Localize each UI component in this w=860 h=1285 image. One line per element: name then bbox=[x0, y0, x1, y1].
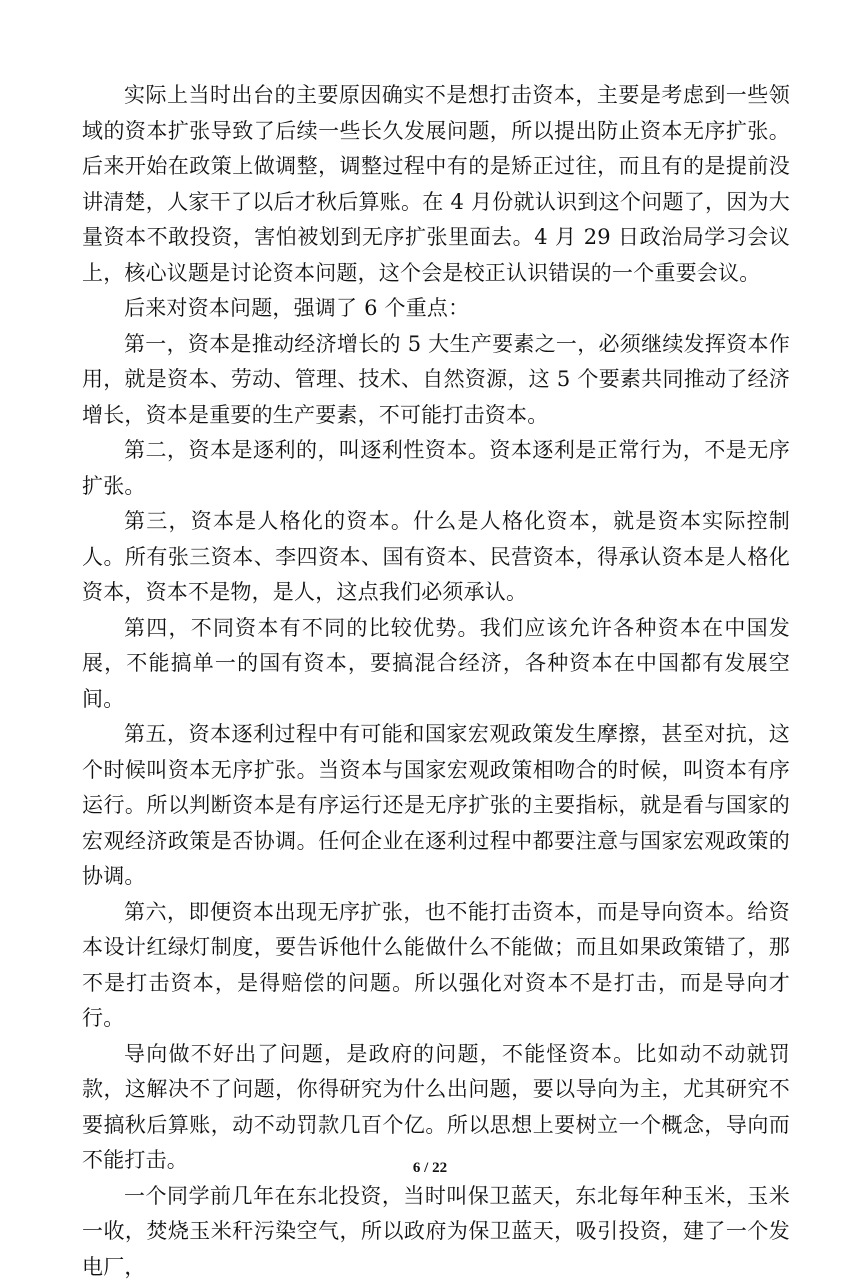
paragraph: 第六，即便资本出现无序扩张，也不能打击资本，而是导向资本。给资本设计红绿灯制度，要告诉他什么能做什么不能做；而且如果政策错了，那不是打击资本，是得赔偿的问题。所以强化对资本不是打击，而是导向才行。 bbox=[82, 895, 790, 1037]
paragraph: 第三，资本是人格化的资本。什么是人格化资本，就是资本实际控制人。所有张三资本、李四资本、国有资本、民营资本，得承认资本是人格化资本，资本不是物，是人，这点我们必须承认。 bbox=[82, 504, 790, 611]
paragraph: 一个同学前几年在东北投资，当时叫保卫蓝天，东北每年种玉米，玉米一收，焚烧玉米秆污染空气，所以政府为保卫蓝天，吸引投资，建了一个发电厂， bbox=[82, 1179, 790, 1285]
paragraph: 导向做不好出了问题，是政府的问题，不能怪资本。比如动不动就罚款，这解决不了问题，你得研究为什么出问题，要以导向为主，尤其研究不要搞秋后算账，动不动罚款几百个亿。所以思想上要树立一个概念，导向而不能打击。 bbox=[82, 1037, 790, 1179]
page-number: 6 / 22 bbox=[0, 1160, 860, 1177]
paragraph: 第四，不同资本有不同的比较优势。我们应该允许各种资本在中国发展，不能搞单一的国有资本，要搞混合经济，各种资本在中国都有发展空间。 bbox=[82, 611, 790, 718]
paragraph: 第一，资本是推动经济增长的 5 大生产要素之一，必须继续发挥资本作用，就是资本、劳动、管理、技术、自然资源，这 5 个要素共同推动了经济增长，资本是重要的生产要素，不可能打击资本。 bbox=[82, 327, 790, 434]
paragraph: 后来对资本问题，强调了 6 个重点： bbox=[82, 291, 790, 327]
body-text bbox=[82, 78, 790, 1285]
paragraph: 第五，资本逐利过程中有可能和国家宏观政策发生摩擦，甚至对抗，这个时候叫资本无序扩张。当资本与国家宏观政策相吻合的时候，叫资本有序运行。所以判断资本是有序运行还是无序扩张的主要指标，就是看与国家的宏观经济政策是否协调。任何企业在逐利过程中都要注意与国家宏观政策的协调。 bbox=[82, 717, 790, 895]
paragraph: 实际上当时出台的主要原因确实不是想打击资本，主要是考虑到一些领域的资本扩张导致了后续一些长久发展问题，所以提出防止资本无序扩张。后来开始在政策上做调整，调整过程中有的是矫正过往，而且有的是提前没讲清楚，人家干了以后才秋后算账。在 4 月份就认识到这个问题了，因为大量资本不敢投资，害怕被划到无序扩张里面去。4 月 29 日政治局学习会议上，核心议题是讨论资本问题，这个会是校正认识错误的一个重要会议。 bbox=[82, 78, 790, 291]
paragraph: 第二，资本是逐利的，叫逐利性资本。资本逐利是正常行为，不是无序扩张。 bbox=[82, 433, 790, 504]
